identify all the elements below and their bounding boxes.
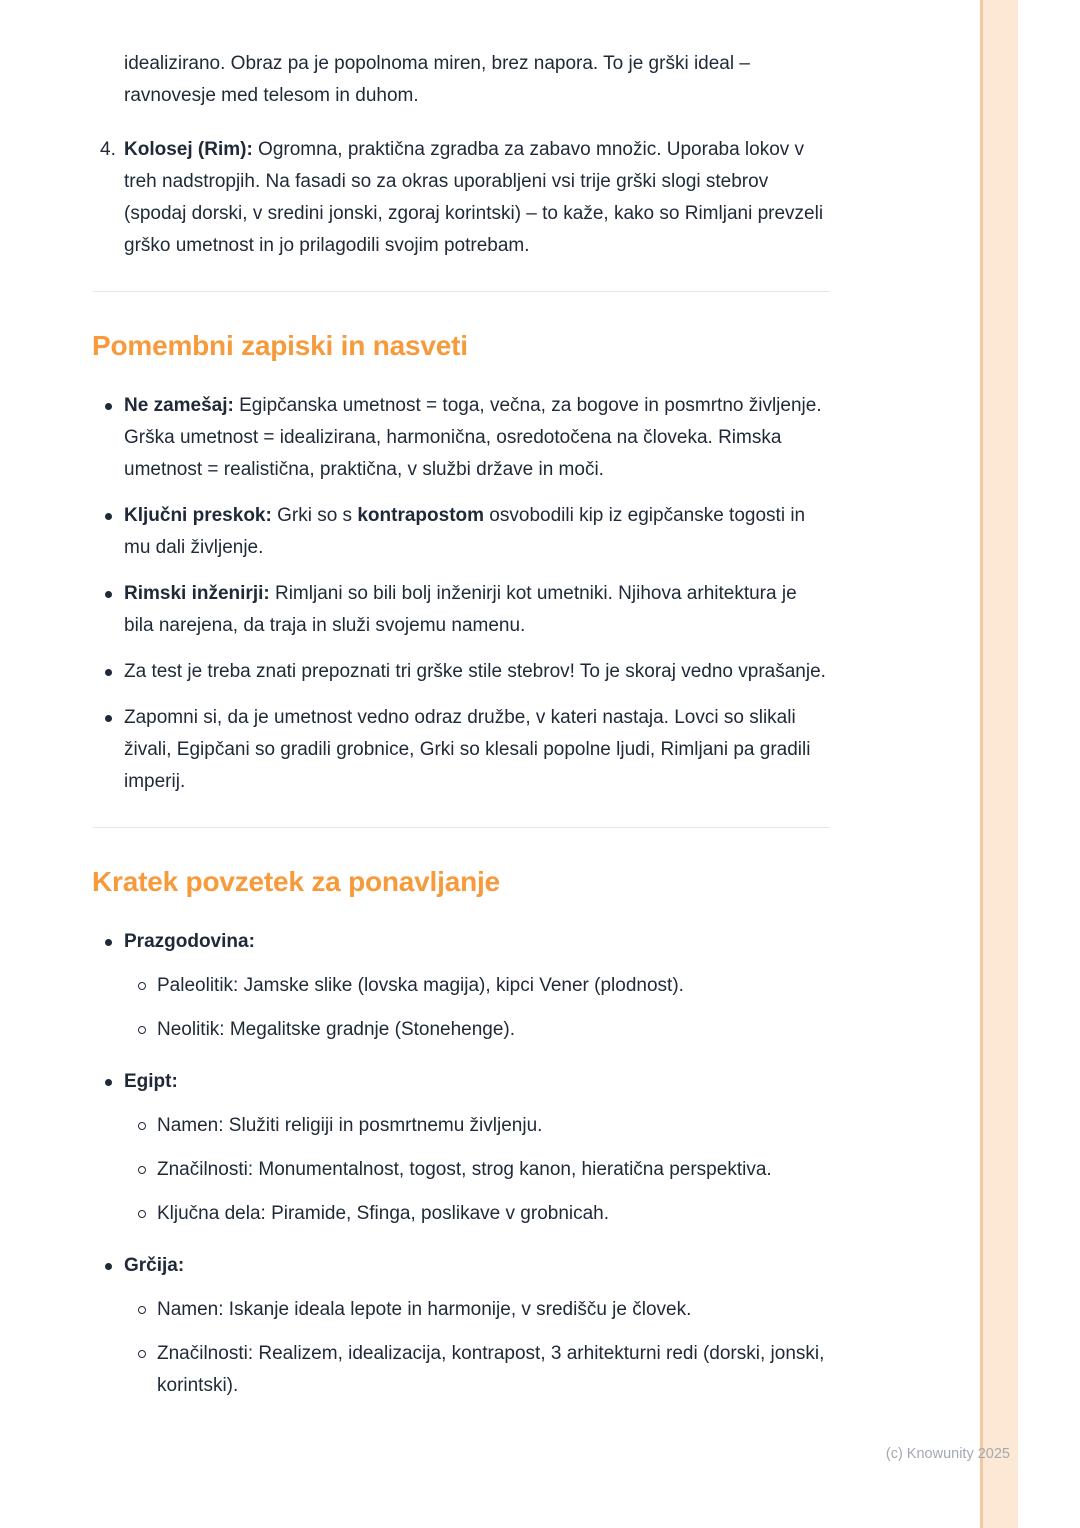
notes-item xyxy=(92,500,830,564)
bullet-icon xyxy=(105,715,112,722)
summary-group-label: Grčija: xyxy=(124,1255,185,1276)
summary-subitem-text: Paleolitik: Jamske slike (lovska magija), kipci Vener (plodnost). xyxy=(157,975,684,996)
summary-subitem xyxy=(138,1110,830,1142)
circle-bullet-icon xyxy=(138,1350,146,1358)
summary-group-egipt xyxy=(92,1066,830,1230)
numbered-list xyxy=(92,134,830,262)
summary-subitem-text: Značilnosti: Realizem, idealizacija, kontrapost, 3 arhitekturni redi (dorski, jonski, korintski). xyxy=(157,1343,825,1396)
circle-bullet-icon xyxy=(138,1026,146,1034)
section-divider xyxy=(92,827,830,828)
item-number: 4. xyxy=(100,139,116,160)
paragraph-continuation: idealizirano. Obraz pa je popolnoma miren, brez napora. To je grški ideal – ravnovesje med telesom in duhom. xyxy=(124,53,750,106)
circle-bullet-icon xyxy=(138,1210,146,1218)
summary-group-prazgodovina xyxy=(92,926,830,1046)
section-heading-summary: Kratek povzetek za ponavljanje xyxy=(92,866,500,897)
notes-item-text: Za test je treba znati prepoznati tri grške stile stebrov! To je skoraj vedno vprašanje. xyxy=(124,661,826,682)
notes-item-text: Rimski inženirji: Rimljani so bili bolj inženirji kot umetniki. Njihova arhitektura je bila narejena, da traja in služi svojemu namenu. xyxy=(124,583,797,636)
bullet-icon xyxy=(105,939,112,946)
bullet-icon xyxy=(105,1079,112,1086)
notes-item xyxy=(92,656,830,688)
summary-subitem-text: Značilnosti: Monumentalnost, togost, strog kanon, hieratična perspektiva. xyxy=(157,1159,772,1180)
summary-subitem xyxy=(138,1338,830,1402)
circle-bullet-icon xyxy=(138,1166,146,1174)
bullet-icon xyxy=(105,513,112,520)
notes-item-text: Zapomni si, da je umetnost vedno odraz družbe, v kateri nastaja. Lovci so slikali živali, Egipčani so gradili grobnice, Grki so klesali popolne ljudi, Rimljani pa gradili imperij. xyxy=(124,707,811,792)
summary-sublist xyxy=(92,1294,830,1402)
notes-item xyxy=(92,390,830,486)
summary-list xyxy=(92,926,830,1402)
circle-bullet-icon xyxy=(138,1122,146,1130)
summary-subitem xyxy=(138,1014,830,1046)
summary-subitem-text: Ključna dela: Piramide, Sfinga, poslikave v grobnicah. xyxy=(157,1203,610,1224)
footer-watermark: (c) Knowunity 2025 xyxy=(885,1446,1010,1462)
section-divider xyxy=(92,291,830,292)
numbered-item-4 xyxy=(92,134,830,262)
section-heading-notes: Pomembni zapiski in nasveti xyxy=(92,330,468,361)
bullet-icon xyxy=(105,591,112,598)
summary-subitem-text: Namen: Iskanje ideala lepote in harmonije, v središču je človek. xyxy=(157,1299,692,1320)
circle-bullet-icon xyxy=(138,1306,146,1314)
notes-list xyxy=(92,390,830,798)
bullet-icon xyxy=(105,669,112,676)
summary-subitem xyxy=(138,1294,830,1326)
summary-subitem xyxy=(138,970,830,1002)
summary-group-label: Egipt: xyxy=(124,1071,178,1092)
bullet-icon xyxy=(105,403,112,410)
right-edge-stripe xyxy=(980,0,1018,1528)
summary-subitem-text: Neolitik: Megalitske gradnje (Stonehenge). xyxy=(157,1019,516,1040)
bullet-icon xyxy=(105,1263,112,1270)
notes-item-text: Ključni preskok: Grki so s kontrapostom osvobodili kip iz egipčanske togosti in mu dali življenje. xyxy=(124,505,806,558)
circle-bullet-icon xyxy=(138,982,146,990)
notes-item xyxy=(92,578,830,642)
summary-subitem-text: Namen: Služiti religiji in posmrtnemu življenju. xyxy=(157,1115,543,1136)
item-text: Kolosej (Rim): Ogromna, praktična zgradba za zabavo množic. Uporaba lokov v treh nadstropjih. Na fasadi so za okras uporabljeni vsi trije grški slogi stebrov (spodaj dorski, v sredini jonski, zgoraj korintski) – to kaže, kako so Rimljani prevzeli grško umetnost in jo prilagodili svojim potrebam. xyxy=(124,139,824,256)
summary-sublist xyxy=(92,1110,830,1230)
summary-sublist xyxy=(92,970,830,1046)
summary-group-label: Prazgodovina: xyxy=(124,931,255,952)
summary-subitem xyxy=(138,1154,830,1186)
summary-subitem xyxy=(138,1198,830,1230)
notes-item xyxy=(92,702,830,798)
summary-group-grcija xyxy=(92,1250,830,1402)
notes-item-text: Ne zamešaj: Egipčanska umetnost = toga, večna, za bogove in posmrtno življenje. Grška umetnost = idealizirana, harmonična, osredotočena na človeka. Rimska umetnost = realistična, praktična, v službi države in moči. xyxy=(124,395,822,480)
